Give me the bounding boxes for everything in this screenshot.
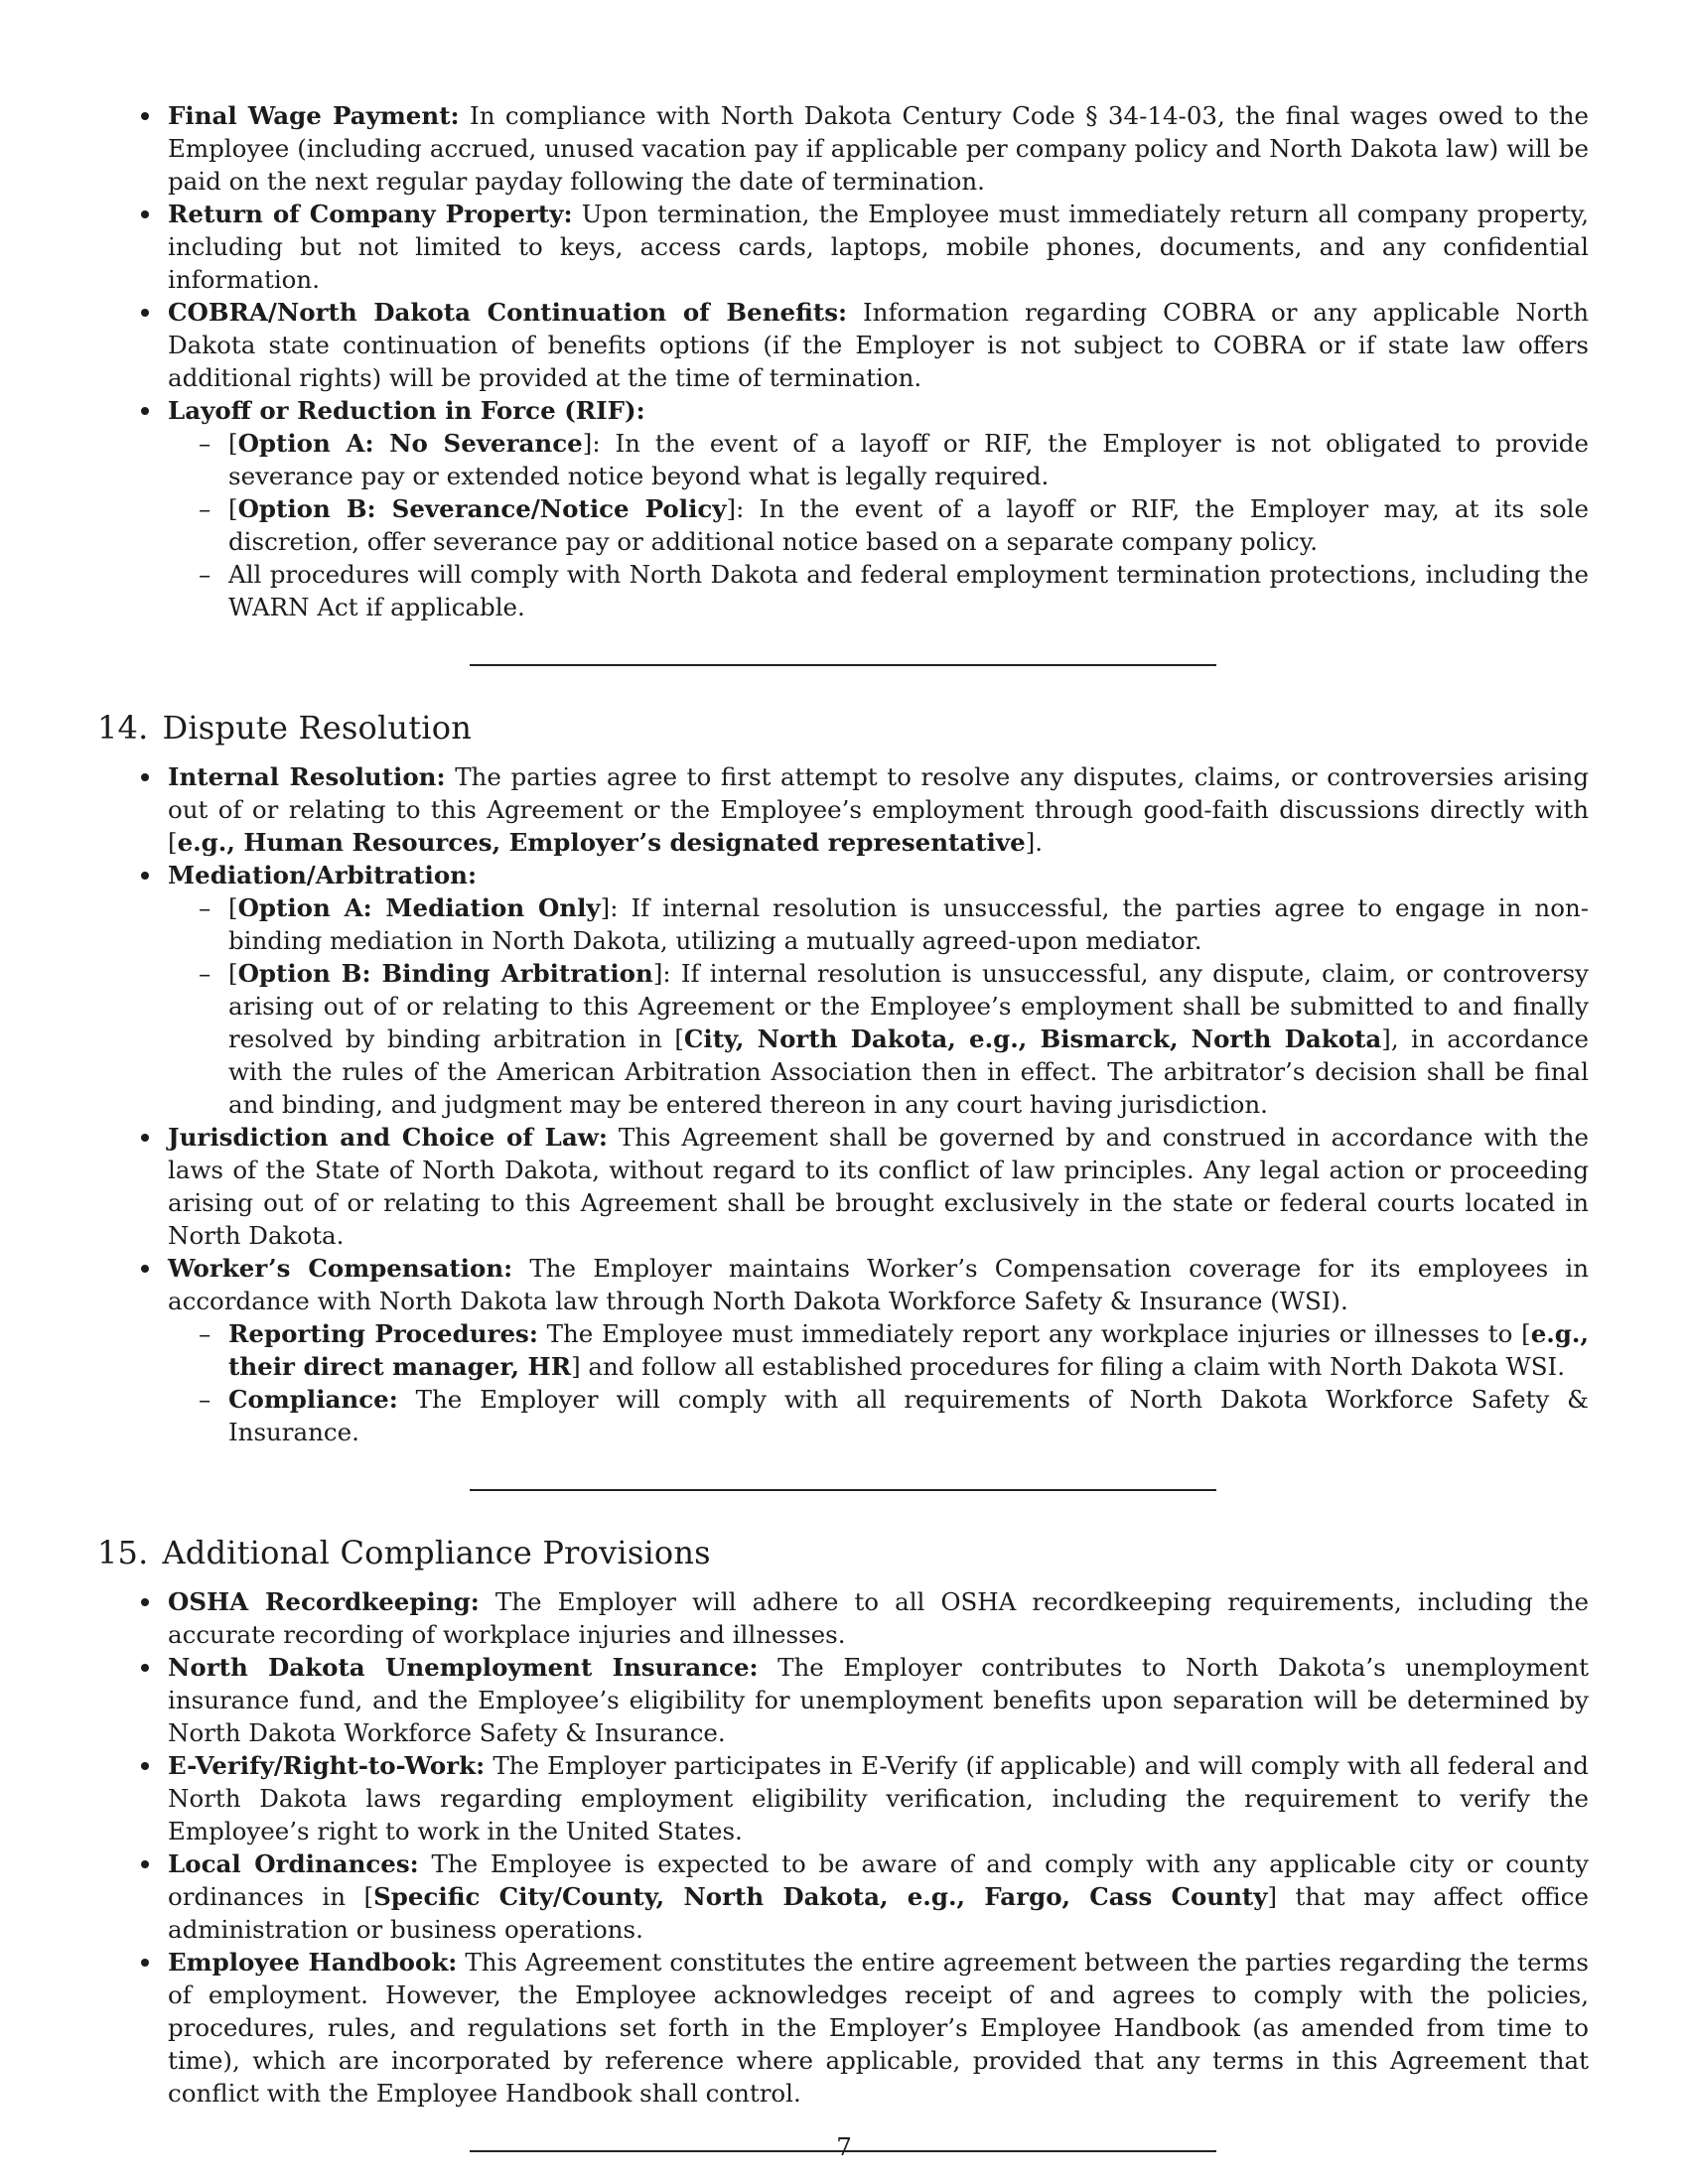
reporting-procedures-item: [168, 1317, 1589, 1383]
list-item-final-wage: [97, 99, 1589, 198]
bracket-open: [: [1521, 1319, 1531, 1348]
option-b-arbitration: [168, 957, 1589, 1121]
item-label: Reporting Procedures:: [228, 1319, 538, 1348]
item-label: COBRA/North Dakota Continuation of Benefits:: [168, 298, 848, 327]
bracket-close: ].: [1025, 828, 1044, 857]
compliance-item: [168, 1383, 1589, 1448]
bracket-close: ]: [582, 429, 593, 458]
item-text: that may affect office administration or business operations.: [168, 1882, 1589, 1944]
placeholder-text: City, North Dakota, e.g., Bismarck, North Dakota: [683, 1024, 1382, 1053]
item-label: Return of Company Property:: [168, 200, 573, 228]
additional-compliance-list: [97, 1585, 1589, 2110]
list-item-employee-handbook: [97, 1946, 1589, 2110]
bracket-close: ]: [726, 494, 737, 523]
bracket-close: ]: [1267, 1882, 1278, 1911]
item-label: North Dakota Unemployment Insurance:: [168, 1653, 759, 1682]
bracket-open: [: [228, 429, 238, 458]
option-a-mediation: [168, 891, 1589, 957]
list-item-local-ordinances: [97, 1847, 1589, 1946]
option-text: : If internal resolution is unsuccessful, the parties agree to engage in non-binding mediation in North Dakota, utilizing a mutually agreed-upon mediator.: [228, 893, 1590, 955]
option-text: : In the event of a layoff or RIF, the Employer may, at its sole discretion, offer severance pay or additional notice based on a separate company policy.: [228, 494, 1589, 556]
item-label: Layoff or Reduction in Force (RIF):: [168, 396, 645, 425]
bracket-open: [: [228, 893, 238, 922]
item-label: Worker’s Compensation:: [168, 1254, 513, 1283]
item-label: OSHA Recordkeeping:: [168, 1587, 480, 1616]
item-text: This Agreement shall be governed by and construed in accordance with the laws of the State of North Dakota, without regard to its conflict of law principles. Any legal action or proceeding arising out of or relating to this Agreement shall be brought exclusively in the state or federal courts located in North Dakota.: [168, 1123, 1589, 1250]
termination-list: [97, 99, 1589, 623]
layoff-options: [168, 427, 1589, 623]
page-content: [97, 99, 1589, 2152]
item-label: Final Wage Payment:: [168, 101, 460, 130]
dispute-resolution-list: [97, 760, 1589, 1448]
item-text: This Agreement constitutes the entire agreement between the parties regarding the terms of employment. However, the Employee acknowledges receipt of and agrees to comply with the policies, procedures, rules, and regulations set forth in the Employer’s Employee Handbook (as amended from time to time), which are incorporated by reference where applicable, provided that any terms in this Agreement that conflict with the Employee Handbook shall control.: [168, 1948, 1589, 2108]
item-text: The Employer maintains Worker’s Compensation coverage for its employees in accordance with North Dakota law through North Dakota Workforce Safety & Insurance (WSI).: [168, 1254, 1590, 1315]
item-text: and follow all established procedures for filing a claim with North Dakota WSI.: [580, 1352, 1565, 1381]
bracket-open: [: [363, 1882, 374, 1911]
section-title: Dispute Resolution: [162, 709, 473, 747]
item-text: The Employer contributes to North Dakota’s unemployment insurance fund, and the Employee’s eligibility for unemployment benefits upon separation will be determined by North Dakota Workforce Safety & Insurance.: [168, 1653, 1589, 1747]
item-text: The Employee is expected to be aware of and comply with any applicable city or county ordinances in: [168, 1849, 1590, 1911]
section-title: Additional Compliance Provisions: [162, 1534, 711, 1571]
option-label: Option B: Severance/Notice Policy: [237, 494, 727, 523]
section-14-heading: [97, 708, 1589, 748]
item-text: In compliance with North Dakota Century Code § 34-14-03, the final wages owed to the Employee (including accrued, unused vacation pay if applicable per company policy and North Dakota law) will be paid on the next regular payday following the date of termination.: [168, 101, 1590, 196]
bracket-open: [: [228, 959, 238, 988]
option-b-severance-notice: [168, 492, 1589, 558]
workers-comp-subitems: [168, 1317, 1589, 1448]
option-text: : In the event of a layoff or RIF, the Employer is not obligated to provide severance pay or extended notice beyond what is legally required.: [228, 429, 1589, 490]
bracket-close: ]: [652, 959, 663, 988]
list-item-layoff: [97, 394, 1589, 623]
item-text: The Employer will adhere to all OSHA recordkeeping requirements, including the accurate recording of workplace injuries and illnesses.: [168, 1587, 1590, 1649]
bracket-close: ]: [600, 893, 611, 922]
bracket-close: ]: [571, 1352, 581, 1381]
item-text: The Employer participates in E-Verify (if applicable) and will comply with all federal and North Dakota laws regarding employment eligibility verification, including the requirement to verify the Employee’s right to work in the United States.: [168, 1751, 1589, 1845]
option-text: , in accordance with the rules of the American Arbitration Association then in effect. The arbitrator’s decision shall be final and binding, and judgment may be entered thereon in any court having jurisdiction.: [228, 1024, 1589, 1119]
horizontal-divider: [470, 1489, 1216, 1491]
list-item-workers-comp: [97, 1252, 1589, 1448]
section-15-heading: [97, 1533, 1589, 1572]
list-item-cobra: [97, 296, 1589, 394]
option-text: All procedures will comply with North Dakota and federal employment termination protections, including the WARN Act if applicable.: [228, 560, 1589, 621]
list-item-internal-resolution: [97, 760, 1589, 859]
bracket-open: [: [674, 1024, 684, 1053]
placeholder-text: e.g., their direct manager, HR: [228, 1319, 1589, 1381]
item-text: The Employee must immediately report any workplace injuries or illnesses to: [546, 1319, 1522, 1348]
section-number: 14.: [97, 709, 149, 747]
item-text: The Employer will comply with all requirements of North Dakota Workforce Safety & Insurance.: [228, 1385, 1589, 1446]
list-item-unemployment: [97, 1651, 1589, 1749]
bracket-close: ]: [1381, 1024, 1391, 1053]
list-item-mediation-arbitration: [97, 859, 1589, 1121]
mediation-options: [168, 891, 1589, 1121]
item-text: The parties agree to first attempt to resolve any disputes, claims, or controversies arising out of or relating to this Agreement or the Employee’s employment through good-faith discussions directly with: [168, 762, 1589, 824]
list-item-company-property: [97, 198, 1589, 296]
item-label: E-Verify/Right-to-Work:: [168, 1751, 486, 1780]
procedures-compliance-item: [168, 558, 1589, 623]
option-a-no-severance: [168, 427, 1589, 492]
item-label: Local Ordinances:: [168, 1849, 419, 1878]
page-number: 7: [836, 2132, 852, 2161]
option-label: Option A: Mediation Only: [237, 893, 601, 922]
bracket-open: [: [228, 494, 238, 523]
option-text: : If internal resolution is unsuccessful, any dispute, claim, or controversy arising out of or relating to this Agreement or the Employee’s employment shall be submitted to and finally resolved by binding arbitration in: [228, 959, 1589, 1053]
option-label: Option B: Binding Arbitration: [237, 959, 653, 988]
option-label: Option A: No Severance: [237, 429, 583, 458]
section-number: 15.: [97, 1534, 149, 1571]
bracket-open: [: [168, 828, 178, 857]
item-label: Mediation/Arbitration:: [168, 861, 478, 889]
item-text: Upon termination, the Employee must immediately return all company property, including but not limited to keys, access cards, laptops, mobile phones, documents, and any confidential information.: [168, 200, 1589, 294]
placeholder-text: e.g., Human Resources, Employer’s designated representative: [177, 828, 1026, 857]
horizontal-divider: [470, 664, 1216, 666]
item-label: Jurisdiction and Choice of Law:: [168, 1123, 608, 1152]
item-text: Information regarding COBRA or any applicable North Dakota state continuation of benefits options (if the Employer is not subject to COBRA or if state law offers additional rights) will be provided at the time of termination.: [168, 298, 1589, 392]
item-label: Internal Resolution:: [168, 762, 446, 791]
list-item-jurisdiction: [97, 1121, 1589, 1252]
item-label: Compliance:: [228, 1385, 398, 1414]
list-item-osha: [97, 1585, 1589, 1651]
item-label: Employee Handbook:: [168, 1948, 458, 1977]
placeholder-text: Specific City/County, North Dakota, e.g., Fargo, Cass County: [373, 1882, 1268, 1911]
list-item-everify: [97, 1749, 1589, 1847]
